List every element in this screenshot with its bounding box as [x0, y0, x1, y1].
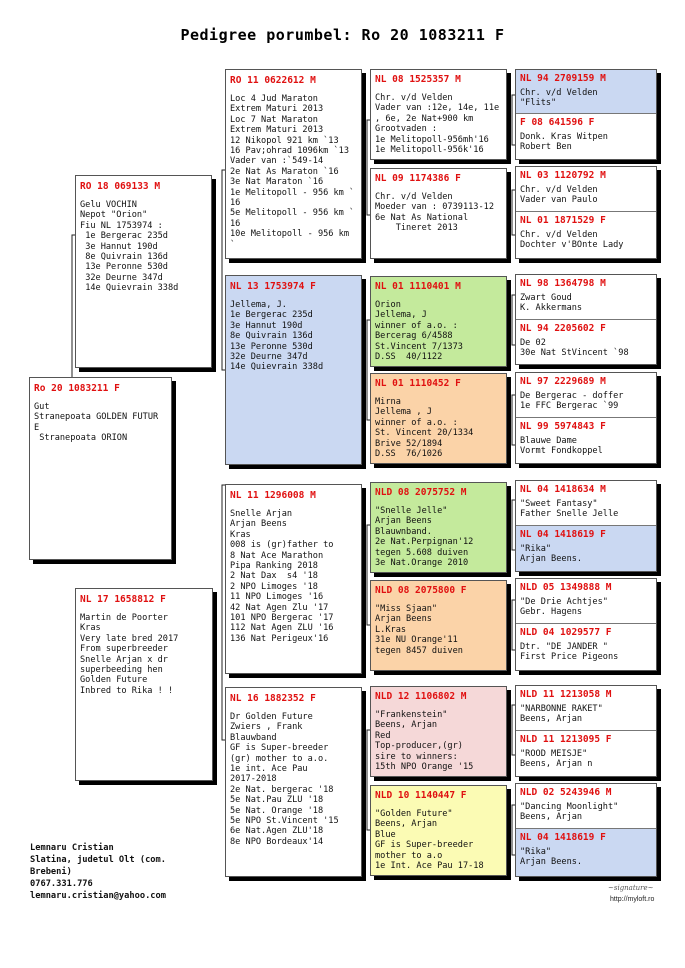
gen4-dam — [516, 731, 656, 776]
gen4-ring-id: NL 97 2229689 M — [520, 376, 606, 387]
gen4-pair-4 — [515, 372, 657, 464]
gen2-details: Jellema, J. 1e Bergerac 235d 3e Hannut 190d 8e Quivrain 136d 13e Peronne 530d 32e Deurne 347d 14e Quievrain 338d — [230, 300, 324, 373]
gen4-dam — [516, 624, 656, 670]
gen2-card-1 — [225, 69, 362, 259]
gen4-ring-id: NL 94 2709159 M — [520, 73, 606, 84]
gen4-details: Dtr. "DE JANDER " First Price Pigeons — [520, 642, 619, 663]
gen4-sire — [520, 582, 653, 618]
gen3-details: Orion Jellema, J winner of a.o. : Bercerag 6/4588 St.Vincent 7/1373 D.SS 40/1122 — [375, 300, 463, 363]
gen3-ring-id: NL 01 1110401 M — [375, 281, 461, 292]
gen4-pair-8 — [515, 783, 657, 877]
gen2-card-2 — [225, 275, 362, 465]
gen4-details: Donk. Kras Witpen Robert Ben — [520, 132, 608, 153]
gen4-dam — [516, 114, 656, 159]
gen3-details: "Snelle Jelle" Arjan Beens Blauwnband. 2e Nat.Perpignan'12 tegen 5.608 duiven 3e Nat.Orange 2010 — [375, 506, 474, 569]
gen4-sire — [520, 376, 653, 412]
gen4-sire — [520, 689, 653, 725]
subject-ring-id: Ro 20 1083211 F — [34, 383, 120, 394]
gen4-ring-id: F 08 641596 F — [520, 117, 595, 128]
gen4-ring-id: NL 03 1120792 M — [520, 170, 606, 181]
gen2-ring-id: RO 11 0622612 M — [230, 75, 316, 86]
gen3-card-8 — [370, 785, 507, 876]
gen4-details: "Rika" Arjan Beens. — [520, 847, 583, 868]
gen4-details: "Rika" Arjan Beens. — [520, 544, 583, 565]
gen2-details: Dr Golden Future Zwiers , Frank Blauwband GF is Super-breeder (gr) mother to a.o. 1e int. Ace Pau 2017-2018 2e Nat. bergerac '18 5e Nat.Pau ZLU '18 5e Nat. Orange '18 5e NPO St.Vincent '15 6e Nat.Agen ZLU'18 8e NPO Bordeaux'14 — [230, 712, 339, 847]
gen4-dam — [516, 320, 656, 364]
gen4-dam — [516, 829, 656, 876]
gen3-card-4 — [370, 373, 507, 464]
gen4-details: "Dancing Moonlight" Beens, Arjan — [520, 802, 619, 823]
gen4-ring-id: NL 94 2205602 F — [520, 323, 606, 334]
gen4-sire — [520, 787, 653, 823]
gen4-sire — [520, 170, 653, 206]
gen4-ring-id: NL 04 1418619 F — [520, 832, 606, 843]
gen3-details: Mirna Jellema , J winner of a.o. : St. Vincent 20/1334 Brive 52/1894 D.SS 76/1026 — [375, 397, 474, 460]
gen4-ring-id: NL 01 1871529 F — [520, 215, 606, 226]
gen3-card-3 — [370, 276, 507, 367]
gen4-dam — [516, 418, 656, 463]
sire-details: Gelu VOCHIN Nepot "Orion" Fiu NL 1753974 : 1e Bergerac 235d 3e Hannut 190d 8e Quivrain 136d 13e Peronne 530d 32e Deurne 347d 14e Quievrain 338d — [80, 200, 179, 294]
gen4-dam — [516, 526, 656, 571]
gen4-details: Blauwe Dame Vormt Fondkoppel — [520, 436, 603, 457]
gen4-details: "De Drie Achtjes" Gebr. Hagens — [520, 597, 608, 618]
gen4-details: "Sweet Fantasy" Father Snelle Jelle — [520, 499, 619, 520]
gen3-card-5 — [370, 482, 507, 573]
gen4-pair-5 — [515, 480, 657, 572]
gen4-details: Chr. v/d Velden Dochter v'BOnte Lady — [520, 230, 624, 251]
dam-details: Martin de Poorter Kras Very late bred 2017 From superbreeder Snelle Arjan x dr superbeeding hen Golden Future Inbred to Rika ! ! — [80, 613, 179, 696]
owner-contact-block — [30, 842, 166, 902]
owner-name: Lemnaru Cristian — [30, 843, 114, 853]
gen4-sire — [520, 484, 653, 520]
owner-address: Slatina, judetul Olt (com. Brebeni) — [30, 855, 166, 877]
gen2-card-4 — [225, 687, 362, 877]
gen2-details: Loc 4 Jud Maraton Extrem Maturi 2013 Loc 7 Nat Maraton Extrem Maturi 2013 12 Nikopol 921 km `13 16 Pav;ohrad 1096km `13 Vader van :`549-14 2e Nat As Maraton `16 3e Nat Maraton `16 1e Melitopoll - 956 km ` 16 5e Melitopoll - 956 km ` 16 10e Melitopoll - 956 km ` — [230, 94, 355, 250]
gen4-ring-id: NL 04 1418634 M — [520, 484, 606, 495]
gen4-pair-7 — [515, 685, 657, 777]
subject-details: Gut Stranepoata GOLDEN FUTUR E Stranepoata ORION — [34, 402, 159, 444]
gen4-details: "NARBONNE RAKET" Beens, Arjan — [520, 704, 603, 725]
gen4-ring-id: NLD 02 5243946 M — [520, 787, 612, 798]
gen3-ring-id: NLD 12 1106802 M — [375, 691, 467, 702]
gen4-sire — [520, 278, 653, 314]
gen4-pair-6 — [515, 578, 657, 671]
gen3-details: "Miss Sjaan" Arjan Beens L.Kras 31e NU Orange'11 tegen 8457 duiven — [375, 604, 463, 656]
owner-email[interactable]: lemnaru.cristian@yahoo.com — [30, 891, 166, 901]
website-link[interactable]: http://myloft.ro — [610, 896, 655, 903]
gen4-pair-2 — [515, 166, 657, 259]
gen4-ring-id: NLD 05 1349888 M — [520, 582, 612, 593]
gen4-ring-id: NL 98 1364798 M — [520, 278, 606, 289]
gen2-ring-id: NL 13 1753974 F — [230, 281, 316, 292]
gen3-ring-id: NL 01 1110452 F — [375, 378, 461, 389]
gen4-details: Zwart Goud K. Akkermans — [520, 293, 583, 314]
gen3-ring-id: NLD 08 2075800 F — [375, 585, 467, 596]
gen3-card-7 — [370, 686, 507, 777]
subject-card — [29, 377, 172, 560]
gen4-ring-id: NLD 04 1029577 F — [520, 627, 612, 638]
gen4-details: Chr. v/d Velden Vader van Paulo — [520, 185, 598, 206]
gen3-ring-id: NL 09 1174386 F — [375, 173, 461, 184]
gen3-card-6 — [370, 580, 507, 671]
gen4-pair-3 — [515, 274, 657, 365]
gen4-ring-id: NLD 11 1213095 F — [520, 734, 612, 745]
gen4-ring-id: NL 99 5974843 F — [520, 421, 606, 432]
dam-card — [75, 588, 213, 781]
sire-ring-id: RO 18 069133 M — [80, 181, 161, 192]
gen4-sire — [520, 73, 653, 109]
gen3-card-1 — [370, 69, 507, 160]
gen3-details: Chr. v/d Velden Vader van :12e, 14e, 11e , 6e, 2e Nat+900 km Grootvaden : 1e Melitopoll-956mh'16 1e Melitopoll-956k'16 — [375, 93, 500, 156]
gen3-details: "Frankenstein" Beens, Arjan Red Top-producer,(gr) sire to winners: 15th NPO Orange '15 — [375, 710, 474, 773]
gen3-ring-id: NLD 08 2075752 M — [375, 487, 467, 498]
gen2-card-3 — [225, 484, 362, 674]
gen4-ring-id: NL 04 1418619 F — [520, 529, 606, 540]
gen4-pair-1 — [515, 69, 657, 160]
gen4-details: De 02 30e Nat StVincent `98 — [520, 338, 629, 359]
dam-ring-id: NL 17 1658812 F — [80, 594, 166, 605]
page-title: Pedigree porumbel: Ro 20 1083211 F — [180, 26, 505, 44]
gen3-ring-id: NL 08 1525357 M — [375, 74, 461, 85]
owner-phone: 0767.331.776 — [30, 879, 93, 889]
signature-image: ~signature~ — [608, 884, 654, 892]
gen3-card-2 — [370, 168, 507, 259]
gen4-details: Chr. v/d Velden "Flits" — [520, 88, 598, 109]
gen2-ring-id: NL 16 1882352 F — [230, 693, 316, 704]
gen4-ring-id: NLD 11 1213058 M — [520, 689, 612, 700]
gen3-ring-id: NLD 10 1140447 F — [375, 790, 467, 801]
sire-card — [75, 175, 212, 368]
gen2-ring-id: NL 11 1296008 M — [230, 490, 316, 501]
gen2-details: Snelle Arjan Arjan Beens Kras 008 is (gr)father to 8 Nat Ace Marathon Pipa Ranking 2018 2 Nat Dax s4 '18 2 NPO Limoges '18 11 NPO Limoges '16 42 Nat Agen Zlu '17 101 NPO Bergerac '17 112 Nat Agen ZLU '16 136 Nat Perigeux'16 — [230, 509, 334, 644]
gen3-details: "Golden Future" Beens, Arjan Blue GF is Super-breeder mother to a.o 1e Int. Ace Pau 17-18 — [375, 809, 484, 872]
gen3-details: Chr. v/d Velden Moeder van : 0739113-12 6e Nat As National Tineret 2013 — [375, 192, 494, 234]
gen4-dam — [516, 212, 656, 258]
gen4-details: De Bergerac - doffer 1e FFC Bergerac `99 — [520, 391, 624, 412]
gen4-details: "ROOD MEISJE" Beens, Arjan n — [520, 749, 593, 770]
